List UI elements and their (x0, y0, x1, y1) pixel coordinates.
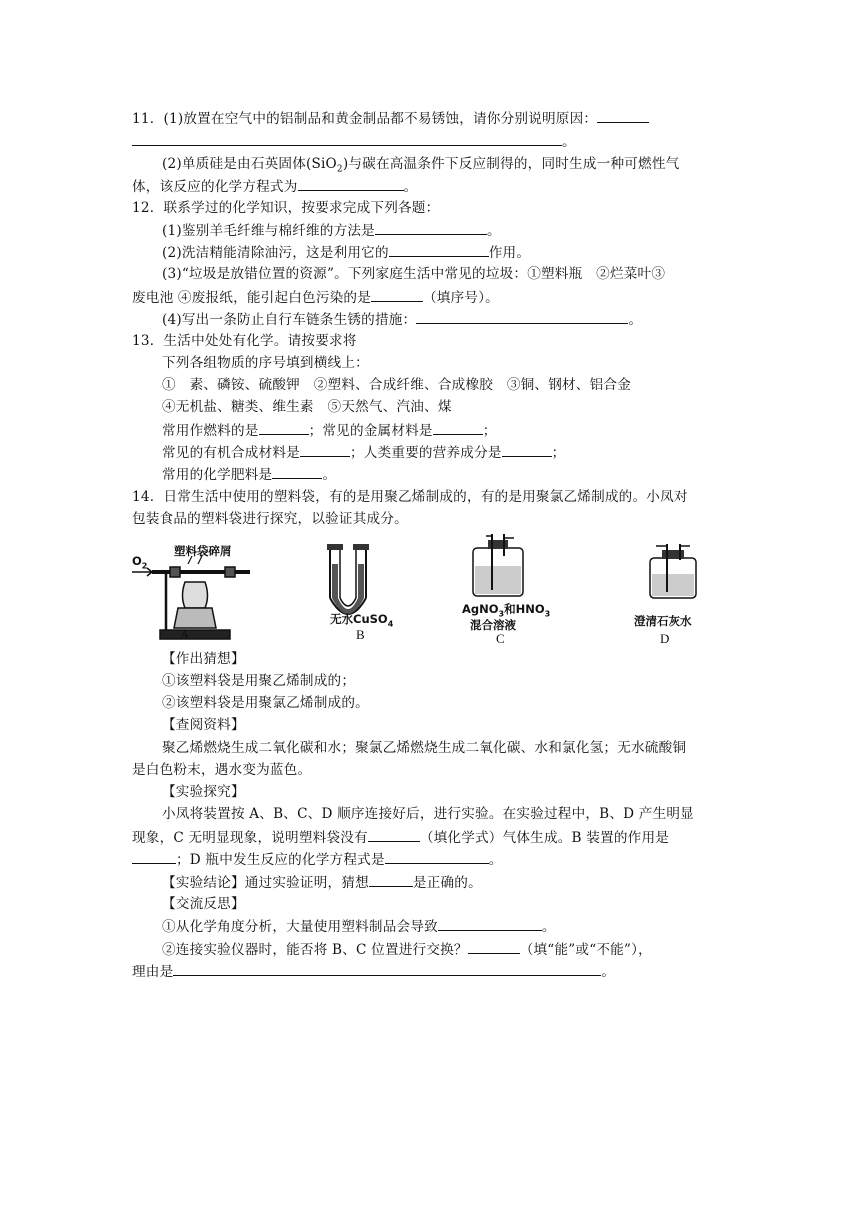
q14-head: 14．日常生活中使用的塑料袋，有的是用聚乙烯制成的，有的是用聚氯乙烯制成的。小凤对 (132, 489, 688, 505)
q11-line3: (2)单质硅是由石英固体(SiO$_2$)与碳在高温条件下反应制得的，同时生成一种可燃性气 (162, 156, 680, 175)
oxygen-label: $O_2$ (132, 554, 148, 571)
q12-part3-cont: 废电池 ④废报纸，能引起白色污染的是 （填序号）。 (132, 287, 732, 308)
label-c: C (496, 631, 505, 646)
q12-part4: (4)写出一条防止自行车链条生锈的措施： 。 (162, 309, 762, 330)
experiment-line3: ；D 瓶中发生反应的化学方程式是 。 (132, 849, 732, 870)
q12-head: 12．联系学过的化学知识，按要求完成下列各题： (132, 200, 440, 216)
label-b: B (356, 627, 365, 642)
plastic-scraps-label: 塑料袋碎屑 (174, 544, 232, 558)
q13-groups-2: ④无机盐、糖类、维生素 ⑤天然气、汽油、煤 (162, 399, 452, 415)
label-a: A (180, 627, 190, 642)
experiment-line1: 小凤将装置按 A、B、C、D 顺序连接好后，进行实验。在实验过程中，B、D 产生明显 (162, 806, 694, 822)
apparatus-d (650, 544, 696, 598)
q13-line1: 下列各组物质的序号填到横线上： (162, 355, 369, 371)
q13-line6: 常用的化学肥料是 。 (162, 464, 762, 485)
answer-blank[interactable] (371, 287, 423, 302)
section-reflection: 【交流反思】 (162, 896, 245, 912)
answer-blank[interactable] (416, 309, 628, 324)
answer-blank[interactable] (132, 131, 562, 146)
answer-blank[interactable] (385, 849, 489, 864)
experiment-line2: 现象，C 无明显现象，说明塑料袋没有 （填化学式）气体生成。B 装置的作用是 (132, 827, 732, 848)
answer-blank[interactable] (375, 220, 487, 235)
references-line2: 是白色粉末，遇水变为蓝色。 (132, 762, 312, 778)
answer-blank[interactable] (132, 849, 176, 864)
answer-blank[interactable] (433, 420, 483, 435)
answer-blank[interactable] (468, 939, 520, 954)
q14-head2: 包装食品的塑料袋进行探究，以验证其成分。 (132, 511, 408, 527)
apparatus-a (132, 556, 250, 639)
q11-line1 (132, 108, 732, 129)
answer-blank[interactable] (298, 176, 404, 191)
label-d: D (660, 631, 670, 646)
q11-line2: 。 (132, 131, 732, 152)
apparatus-figure (130, 534, 730, 646)
mixed-solution-label: 混合溶液 (470, 618, 516, 632)
apparatus-b (327, 544, 369, 614)
reflection-line3: 理由是 。 (132, 961, 732, 982)
answer-blank[interactable] (369, 872, 413, 887)
q12-part3: (3)“垃圾是放错位置的资源”。下列家庭生活中常见的垃圾：①塑料瓶 ②烂菜叶③ (162, 266, 666, 282)
hypothesis-1: ①该塑料袋是用聚乙烯制成的； (162, 673, 356, 689)
conclusion-line: 【实验结论】通过实验证明，猜想 是正确的。 (162, 872, 762, 893)
alcohol-lamp (174, 608, 216, 628)
hypothesis-2: ②该塑料袋是用聚氯乙烯制成的。 (162, 695, 369, 711)
q13-line5: 常见的有机合成材料是 ；人类重要的营养成分是 ； (162, 442, 762, 463)
apparatus-c (473, 534, 523, 596)
answer-blank[interactable] (300, 442, 350, 457)
stand-base (160, 630, 230, 639)
q11-text: 11．(1)放置在空气中的铝制品和黄金制品都不易锈蚀，请你分别说明原因： (132, 111, 598, 127)
references-line1: 聚乙烯燃烧生成二氧化碳和水；聚氯乙烯燃烧生成二氧化碳、水和氯化氢；无水硫酸铜 (162, 740, 687, 756)
answer-blank[interactable] (368, 827, 420, 842)
q11-line4: 体，该反应的化学方程式为 。 (132, 176, 732, 197)
q12-part1: (1)鉴别羊毛纤维与棉纤维的方法是 。 (162, 220, 762, 241)
answer-blank[interactable] (438, 916, 542, 931)
answer-blank[interactable] (173, 961, 601, 976)
q13-head: 13．生活中处处有化学。请按要求将 (132, 333, 357, 349)
answer-blank[interactable] (502, 442, 552, 457)
cuso4-label: 无水CuSO$_4$ (330, 612, 394, 629)
q13-groups-1: ① 素、磷铵、硫酸钾 ②塑料、合成纤维、合成橡胶 ③铜、钢材、铝合金 (162, 377, 631, 393)
reflection-line1: ①从化学角度分析，大量使用塑料制品会导致 。 (162, 916, 762, 937)
q13-line4: 常用作燃料的是 ；常见的金属材料是 ； (162, 420, 762, 441)
section-references: 【查阅资料】 (162, 717, 245, 733)
reflection-line2: ②连接实验仪器时，能否将 B、C 位置进行交换？ （填“能”或“不能”）， (162, 939, 762, 960)
answer-blank[interactable] (272, 464, 322, 479)
answer-blank[interactable] (259, 420, 309, 435)
agno3-hno3-label: AgNO$_3$和$HNO_3$ (462, 602, 551, 619)
answer-blank[interactable] (389, 242, 489, 257)
answer-blank[interactable] (597, 108, 649, 123)
section-experiment: 【实验探究】 (162, 784, 245, 800)
alcohol-lamp-flame (183, 582, 208, 608)
section-hypothesis: 【作出猜想】 (162, 651, 245, 667)
q12-part2: (2)洗洁精能清除油污，这是利用它的 作用。 (162, 242, 762, 263)
limewater-label: 澄清石灰水 (634, 614, 692, 628)
